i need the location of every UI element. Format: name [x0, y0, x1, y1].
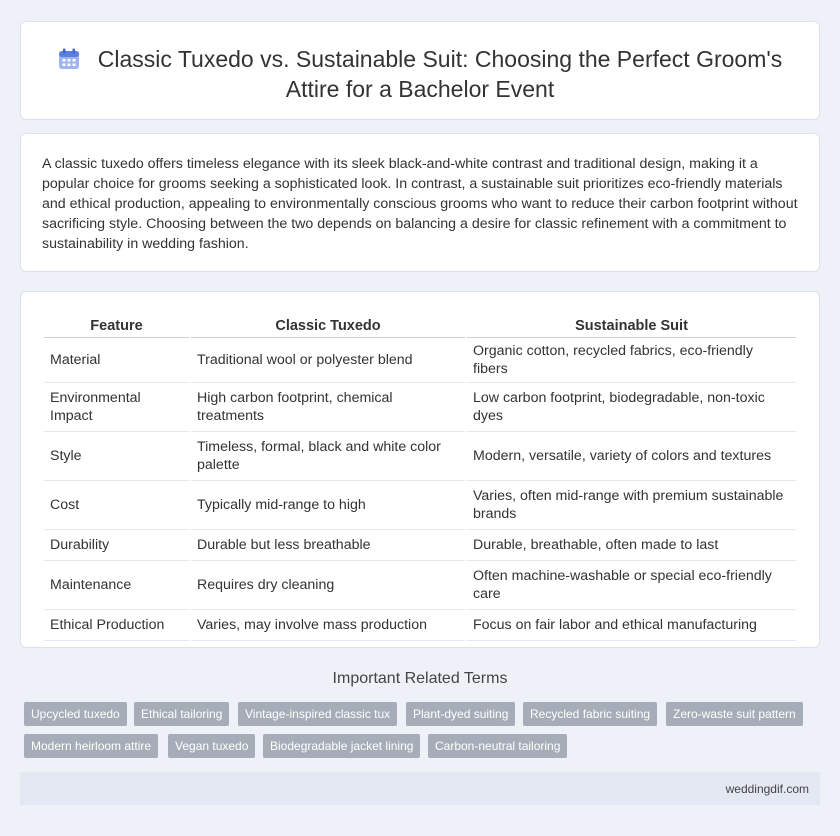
table-row: [44, 338, 796, 383]
table-cell: Varies, may involve mass production: [191, 610, 465, 641]
tag-upcycled-tuxedo[interactable]: Upcycled tuxedo: [24, 702, 127, 726]
page-title: [21, 44, 819, 104]
table-row: [44, 383, 796, 432]
comparison-table: [42, 315, 798, 641]
table-row: [44, 481, 796, 530]
table-cell: Low carbon footprint, biodegradable, non-toxic dyes: [467, 383, 796, 432]
table-cell: Cost: [44, 481, 189, 530]
tag-vintage-inspired-classic-tux[interactable]: Vintage-inspired classic tux: [238, 702, 397, 726]
table-cell: Material: [44, 338, 189, 383]
comparison-card: [20, 291, 820, 648]
page-title-text: Classic Tuxedo vs. Sustainable Suit: Choosing the Perfect Groom's Attire for a Bachelor Event: [97, 46, 783, 102]
footer-site[interactable]: weddingdif.com: [725, 782, 809, 796]
table-cell: Requires dry cleaning: [191, 561, 465, 610]
table-row: [44, 432, 796, 481]
tag-zero-waste-suit-pattern[interactable]: Zero-waste suit pattern: [666, 702, 803, 726]
calendar-icon: [58, 48, 80, 70]
title-card: [20, 21, 820, 120]
tag-biodegradable-jacket-lining[interactable]: Biodegradable jacket lining: [263, 734, 420, 758]
header-classic-tuxedo: Classic Tuxedo: [191, 315, 465, 338]
tag-recycled-fabric-suiting[interactable]: Recycled fabric suiting: [523, 702, 657, 726]
table-cell: High carbon footprint, chemical treatments: [191, 383, 465, 432]
tag-modern-heirloom-attire[interactable]: Modern heirloom attire: [24, 734, 158, 758]
table-cell: Maintenance: [44, 561, 189, 610]
tag-vegan-tuxedo[interactable]: Vegan tuxedo: [168, 734, 255, 758]
table-cell: Style: [44, 432, 189, 481]
table-cell: Modern, versatile, variety of colors and textures: [467, 432, 796, 481]
intro-card: [20, 133, 820, 272]
table-cell: Focus on fair labor and ethical manufacturing: [467, 610, 796, 641]
table-cell: Often machine-washable or special eco-friendly care: [467, 561, 796, 610]
table-row: [44, 610, 796, 641]
header-feature: Feature: [44, 315, 189, 338]
table-row: [44, 561, 796, 610]
table-header-row: [44, 315, 796, 338]
table-cell: Timeless, formal, black and white color palette: [191, 432, 465, 481]
header-sustainable-suit: Sustainable Suit: [467, 315, 796, 338]
table-cell: Typically mid-range to high: [191, 481, 465, 530]
tag-carbon-neutral-tailoring[interactable]: Carbon-neutral tailoring: [428, 734, 567, 758]
table-cell: Durable, breathable, often made to last: [467, 530, 796, 561]
table-cell: Durability: [44, 530, 189, 561]
table-cell: Organic cotton, recycled fabrics, eco-friendly fibers: [467, 338, 796, 383]
related-terms-title: Important Related Terms: [332, 670, 508, 687]
table-cell: Traditional wool or polyester blend: [191, 338, 465, 383]
tag-plant-dyed-suiting[interactable]: Plant-dyed suiting: [406, 702, 515, 726]
intro-paragraph: A classic tuxedo offers timeless elegance with its sleek black-and-white contrast and traditional design, making it a popular choice for grooms seeking a sophisticated look. In contrast, a sustainable suit prioritizes eco-friendly materials and ethical production, appealing to environmentally conscious grooms who want to reduce their carbon footprint without sacrificing style. Choosing between the two depends on balancing a desire for classic refinement with a commitment to sustainability in wedding fashion.: [42, 156, 798, 252]
footer: [20, 772, 820, 805]
table-cell: Varies, often mid-range with premium sustainable brands: [467, 481, 796, 530]
tag-ethical-tailoring[interactable]: Ethical tailoring: [134, 702, 229, 726]
table-cell: Ethical Production: [44, 610, 189, 641]
table-cell: Durable but less breathable: [191, 530, 465, 561]
table-row: [44, 530, 796, 561]
table-cell: Environmental Impact: [44, 383, 189, 432]
